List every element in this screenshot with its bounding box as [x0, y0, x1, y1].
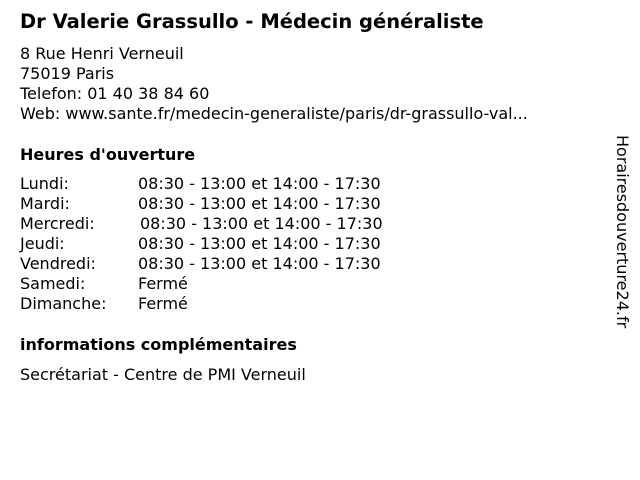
phone-number: Telefon: 01 40 38 84 60	[20, 84, 210, 103]
hours-value: 08:30 - 13:00 et 14:00 - 17:30	[138, 194, 381, 213]
day-label: Samedi:	[20, 274, 86, 293]
hours-value: 08:30 - 13:00 et 14:00 - 17:30	[138, 254, 381, 273]
additional-info-text: Secrétariat - Centre de PMI Verneuil	[20, 365, 306, 384]
website-link[interactable]: Web: www.sante.fr/medecin-generaliste/paris/dr-grassullo-val...	[20, 104, 528, 123]
day-label: Vendredi:	[20, 254, 96, 273]
additional-info-heading: informations complémentaires	[20, 335, 297, 354]
day-label: Mardi:	[20, 194, 70, 213]
opening-hours-heading: Heures d'ouverture	[20, 145, 196, 164]
watermark-text: Horairesdouverture24.fr	[613, 135, 632, 329]
hours-value: 08:30 - 13:00 et 14:00 - 17:30	[138, 174, 381, 193]
day-label: Lundi:	[20, 174, 69, 193]
day-label: Jeudi:	[20, 234, 65, 253]
day-label: Dimanche:	[20, 294, 107, 313]
contact-block	[20, 44, 528, 124]
hours-value: 08:30 - 13:00 et 14:00 - 17:30	[138, 234, 381, 253]
page-title: Dr Valerie Grassullo - Médecin généraliste	[20, 10, 484, 33]
hours-value: 08:30 - 13:00 et 14:00 - 17:30	[140, 214, 383, 233]
day-label: Mercredi:	[20, 214, 95, 233]
address-city: 75019 Paris	[20, 64, 115, 83]
address-street: 8 Rue Henri Verneuil	[20, 44, 184, 63]
hours-value: Fermé	[138, 294, 188, 313]
hours-value: Fermé	[138, 274, 188, 293]
